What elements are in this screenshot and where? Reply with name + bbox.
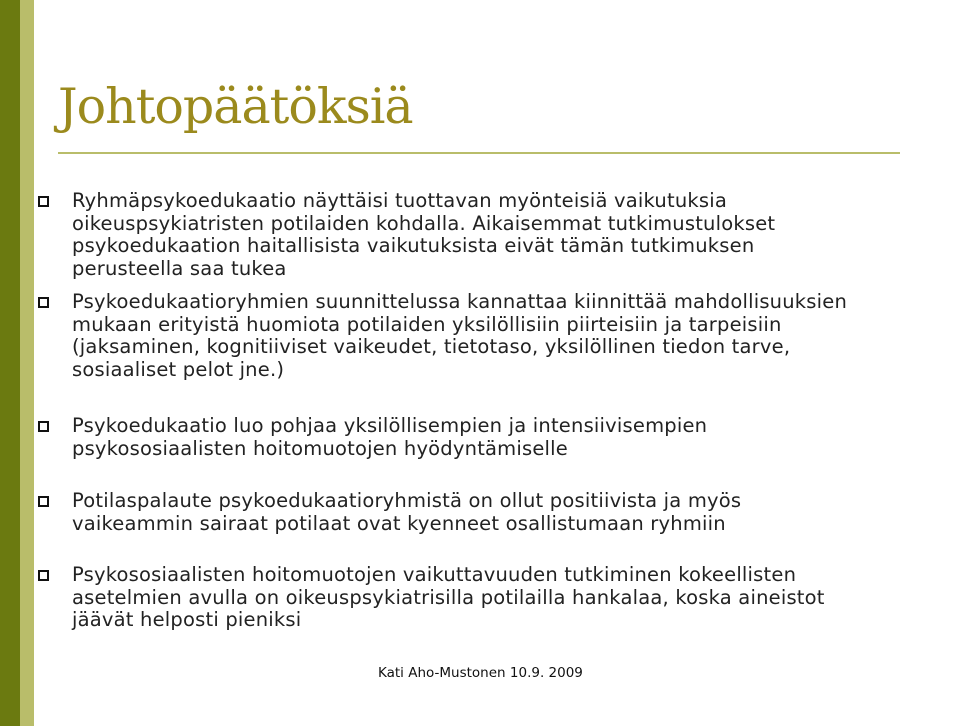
square-bullet-icon <box>38 570 49 581</box>
square-bullet-icon <box>38 421 49 432</box>
sidebar-stripe-light <box>20 0 34 726</box>
bullet-text: Psykososiaalisten hoitomuotojen vaikuttavuuden tutkiminen kokeellisten asetelmien avulla on oikeuspsykiatrisilla potilailla hankalaa, koska aineistot jäävät helposti pieniksi <box>72 563 825 631</box>
square-bullet-icon <box>38 196 49 207</box>
title-underline <box>58 152 900 154</box>
bullet-text: Ryhmäpsykoedukaatio näyttäisi tuottavan myönteisiä vaikutuksia oikeuspsykiatristen potilaiden kohdalla. Aikaisemmat tutkimustulokset psykoedukaation haitallisista vaikutuksista eivät tämän tutkimuksen perusteella saa tukea <box>72 189 776 280</box>
slide-title: Johtopäätöksiä <box>58 78 413 135</box>
square-bullet-icon <box>38 297 49 308</box>
bullet-text: Potilaspalaute psykoedukaatioryhmistä on ollut positiivista ja myös vaikeammin sairaat potilaat ovat kyenneet osallistumaan ryhmiin <box>72 489 742 535</box>
sidebar-stripe-dark <box>0 0 20 726</box>
bullet-text: Psykoedukaatio luo pohjaa yksilöllisempien ja intensiivisempien psykososiaalisten hoitomuotojen hyödyntämiselle <box>72 414 708 460</box>
bullet-text: Psykoedukaatioryhmien suunnittelussa kannattaa kiinnittää mahdollisuuksien mukaan erityistä huomiota potilaiden yksilöllisiin piirteisiin ja tarpeisiin (jaksaminen, kognitiiviset vaikeudet, tietotaso, yksilöllinen tiedon tarve, sosiaaliset pelot jne.) <box>72 290 848 381</box>
slide-footer: Kati Aho-Mustonen 10.9. 2009 <box>378 665 583 681</box>
square-bullet-icon <box>38 496 49 507</box>
